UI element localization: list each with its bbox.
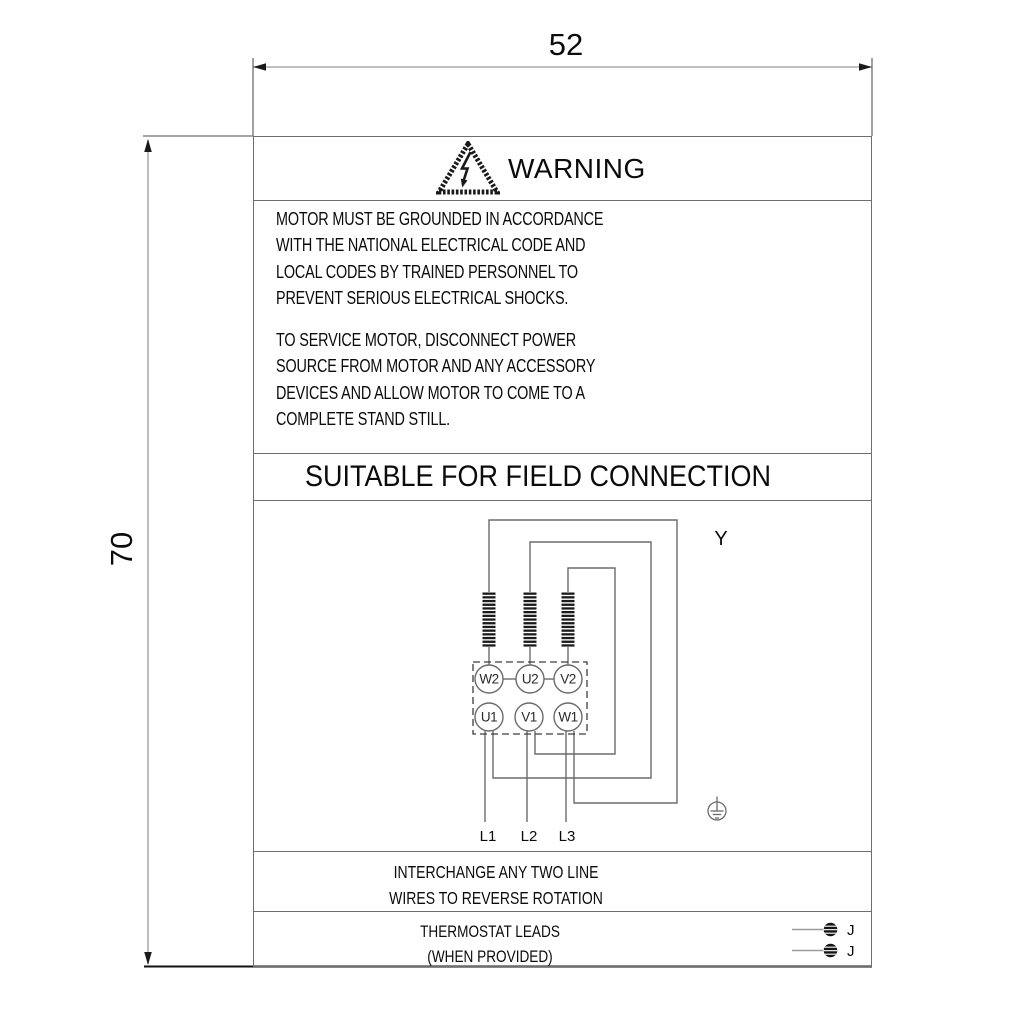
rotation-note-line: INTERCHANGE ANY TWO LINE <box>393 862 599 882</box>
warning-text-line: PREVENT SERIOUS ELECTRICAL SHOCKS. <box>276 287 569 308</box>
warning-title: WARNING <box>508 153 646 184</box>
width-dimension-label: 52 <box>548 27 584 62</box>
warning-text-line: WITH THE NATIONAL ELECTRICAL CODE AND <box>276 235 586 256</box>
connection-type-label: Y <box>714 528 728 550</box>
service-paragraph <box>276 327 595 432</box>
earth-ground-icon <box>708 797 726 821</box>
lead-label-j2: J <box>847 943 855 960</box>
section-divider <box>254 200 871 201</box>
line-label-l1: L1 <box>479 828 497 845</box>
section-divider <box>254 911 871 912</box>
terminal-label: U2 <box>521 671 539 687</box>
wiring-diagram <box>253 500 872 851</box>
arrowhead-left-icon <box>253 63 266 71</box>
arrowhead-right-icon <box>859 63 872 71</box>
section-divider <box>254 453 871 454</box>
warning-text-line: SOURCE FROM MOTOR AND ANY ACCESSORY <box>276 356 596 377</box>
thermostat-note-line: (WHEN PROVIDED) <box>427 947 553 966</box>
supply-line-labels <box>480 828 576 845</box>
line-label-l3: L3 <box>558 828 576 845</box>
winding-coil-icon <box>562 592 575 647</box>
rotation-note-line: WIRES TO REVERSE ROTATION <box>389 888 603 908</box>
line-label-l2: L2 <box>520 828 538 845</box>
thermostat-note <box>420 919 560 969</box>
terminal-label: U1 <box>480 709 498 725</box>
terminal-labels <box>479 672 577 725</box>
warning-text-line: MOTOR MUST BE GROUNDED IN ACCORDANCE <box>276 209 604 229</box>
left-dimension <box>143 136 253 964</box>
top-dimension <box>253 58 872 136</box>
section-divider <box>254 851 871 852</box>
warning-text-line: LOCAL CODES BY TRAINED PERSONNEL TO <box>276 261 578 282</box>
terminal-label: W2 <box>479 671 499 687</box>
winding-coil-icons <box>483 592 575 647</box>
terminal-label: W1 <box>558 709 578 725</box>
high-voltage-triangle-icon <box>436 141 500 195</box>
arrowhead-up-icon <box>144 139 152 152</box>
thermostat-note-line: THERMOSTAT LEADS <box>420 922 560 941</box>
warning-text-line: COMPLETE STAND STILL. <box>276 408 451 429</box>
height-dimension-label: 70 <box>104 531 139 567</box>
arrowhead-down-icon <box>144 952 152 965</box>
lead-label-j1: J <box>847 922 855 939</box>
winding-coil-icon <box>524 592 537 647</box>
warning-text-line: DEVICES AND ALLOW MOTOR TO COME TO A <box>276 382 585 403</box>
winding-coil-icon <box>483 592 496 647</box>
terminal-label: V2 <box>560 671 576 687</box>
grounding-paragraph <box>276 206 603 311</box>
terminal-label: V1 <box>521 709 537 725</box>
field-connection-title: SUITABLE FOR FIELD CONNECTION <box>304 460 772 493</box>
warning-text-line: TO SERVICE MOTOR, DISCONNECT POWER <box>276 330 576 350</box>
rotation-note <box>389 859 603 911</box>
